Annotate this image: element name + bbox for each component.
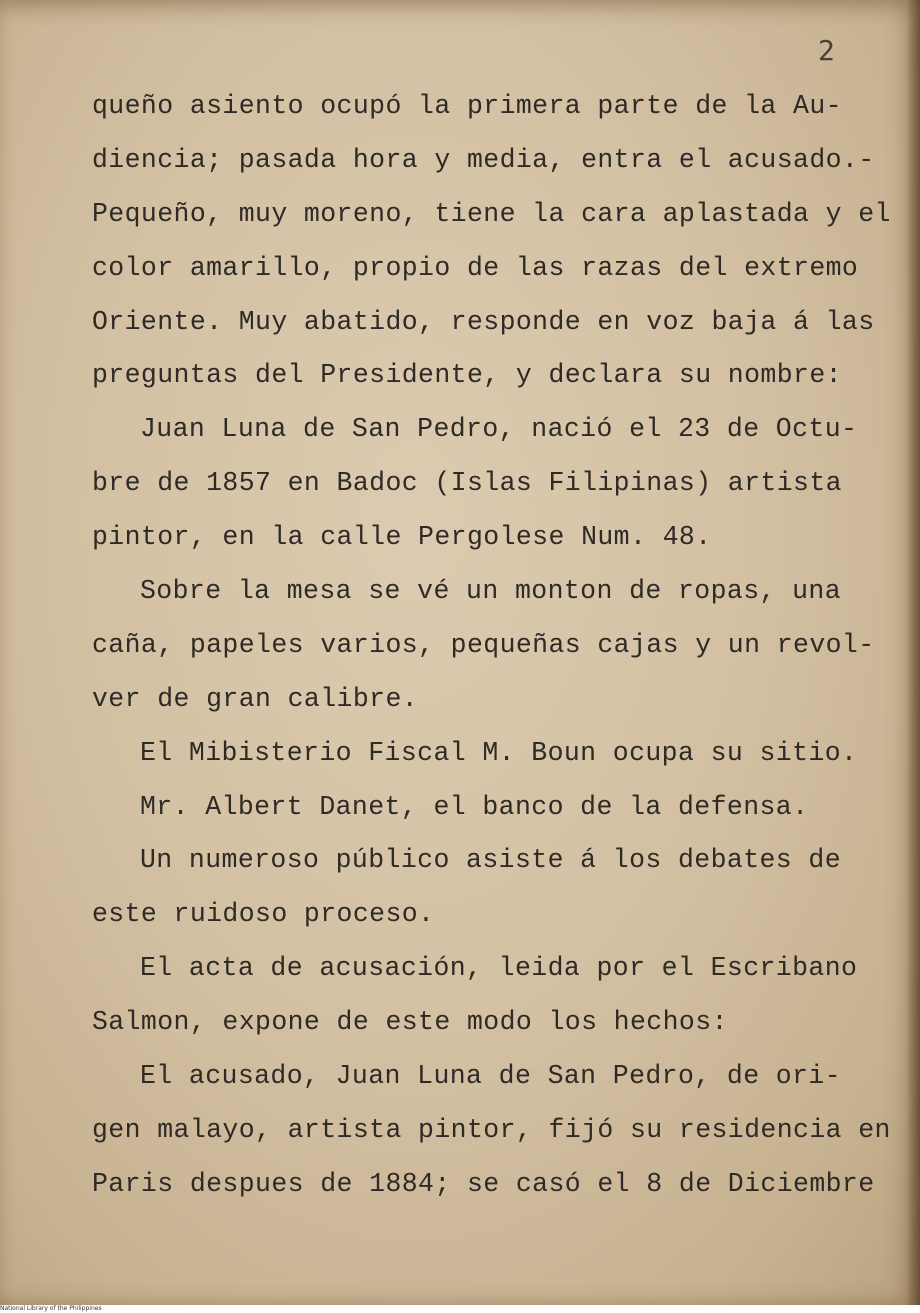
text-line: gen malayo, artista pintor, fijó su residencia en xyxy=(92,1114,891,1145)
body-text xyxy=(92,80,892,1212)
text-line: preguntas del Presidente, y declara su nombre: xyxy=(92,360,842,391)
page-number: 2 xyxy=(818,34,835,67)
footer-credit: National Library of the Philippines xyxy=(0,1305,920,1313)
text-line: Pequeño, muy moreno, tiene la cara aplastada y el xyxy=(92,198,891,229)
text-line: Paris despues de 1884; se casó el 8 de Diciembre xyxy=(92,1168,875,1199)
text-line: Sobre la mesa se vé un monton de ropas, una xyxy=(140,576,842,607)
text-line: queño asiento ocupó la primera parte de la Au- xyxy=(92,91,842,121)
text-line: ver de gran calibre. xyxy=(92,683,419,714)
text-line: este ruidoso proceso. xyxy=(92,899,435,930)
text-line: Salmon, expone de este modo los hechos: xyxy=(92,1007,728,1038)
text-line: bre de 1857 en Badoc (Islas Filipinas) artista xyxy=(92,468,842,499)
text-line: Un numeroso público asiste á los debates de xyxy=(140,845,842,876)
text-line: El acta de acusación, leida por el Escribano xyxy=(140,953,858,984)
text-line: Mr. Albert Danet, el banco de la defensa. xyxy=(140,791,809,822)
text-line: El Mibisterio Fiscal M. Boun ocupa su sitio. xyxy=(140,737,858,768)
text-line: caña, papeles varios, pequeñas cajas y un revol- xyxy=(92,629,875,660)
text-line: color amarillo, propio de las razas del extremo xyxy=(92,252,859,283)
page-edge-shadow xyxy=(906,0,920,1305)
text-line: Juan Luna de San Pedro, nació el 23 de Octu- xyxy=(140,414,858,445)
text-line: Oriente. Muy abatido, responde en voz baja á las xyxy=(92,306,875,337)
text-line: El acusado, Juan Luna de San Pedro, de ori- xyxy=(140,1061,842,1092)
text-line: pintor, en la calle Pergolese Num. 48. xyxy=(92,522,712,553)
text-line: diencia; pasada hora y media, entra el acusado.- xyxy=(92,144,875,175)
